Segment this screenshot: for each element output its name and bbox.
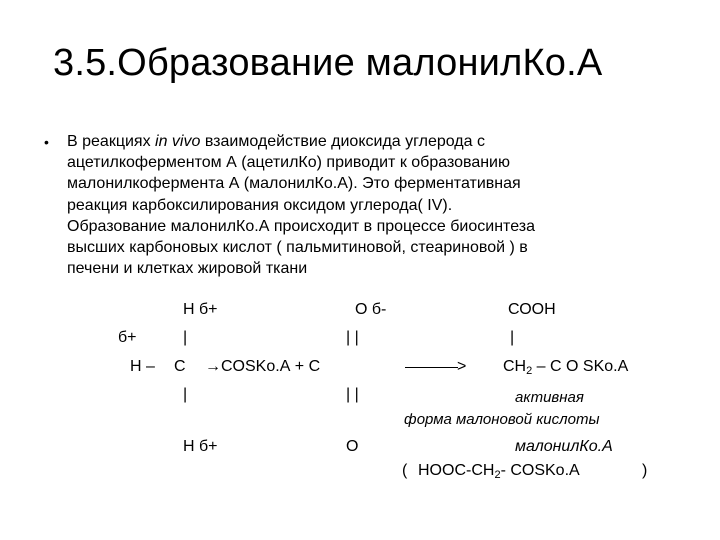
slide-title: 3.5.Образование малонилКо.А [53,42,603,84]
product-ch: СН [503,358,527,375]
paragraph-line-2: ацетилкоферментом А (ацетилКо) приводит к образованию [67,154,510,172]
line1-text-b: взаимодействие диоксида углерода с [200,133,485,150]
line1-text-a: В реакциях [67,133,156,150]
scheme-h-dash: Н – [130,358,155,375]
reaction-arrow-line [405,367,458,368]
scheme-double-bond-2: | | [346,386,359,403]
scheme-h-charge: Н б+ [183,301,218,318]
bullet-icon: • [44,134,49,150]
formula-b: - COSKо.А [500,462,580,479]
formula-open-paren: ( [402,462,408,479]
scheme-delta-plus: б+ [118,329,137,346]
paragraph-line-1 [67,131,667,152]
scheme-o-bottom: О [346,438,359,455]
scheme-product [503,358,628,376]
scheme-o-charge: О б- [355,301,387,318]
scheme-double-bond: | | [346,329,359,346]
paragraph-line-4: реакция карбоксилирования оксидом углерода( IV). [67,196,453,214]
malonyl-coa-formula [418,462,580,480]
paragraph-line-7: печени и клетках жировой ткани [67,260,308,278]
formula-sub: 2 [494,469,501,481]
formula-close-paren: ) [642,462,648,479]
product-sub: 2 [526,365,533,377]
scheme-bond-1: | [183,329,188,346]
product-rest: – С О SKо.А [532,358,629,375]
scheme-carbon: С [174,358,186,375]
reaction-arrow-head: > [457,358,467,375]
paragraph-line-5: Образование малонилКо.А происходит в процессе биосинтеза [67,217,535,235]
scheme-bond-2: | [510,329,515,346]
malonic-form-label: форма малоновой кислоты [404,411,600,428]
in-vivo-term: in vivo [155,133,201,150]
malonyl-coa-name: малонилКо.А [515,438,613,455]
scheme-h-charge-bottom: Н б+ [183,438,218,455]
scheme-cooh: СООН [508,301,556,318]
active-label: активная [515,389,584,406]
paragraph-line-6: высших карбоновых кислот ( пальмитиновой, стеариновой ) в [67,239,528,257]
scheme-coskoa-plus-c: →COSKо.А + С [205,358,321,375]
body-paragraph [67,131,667,279]
formula-a: НООС-СН [418,462,495,479]
paragraph-line-3: малонилкофермента А (малонилКо.А). Это ферментативная [67,175,521,193]
scheme-bond-3: | [183,386,188,403]
